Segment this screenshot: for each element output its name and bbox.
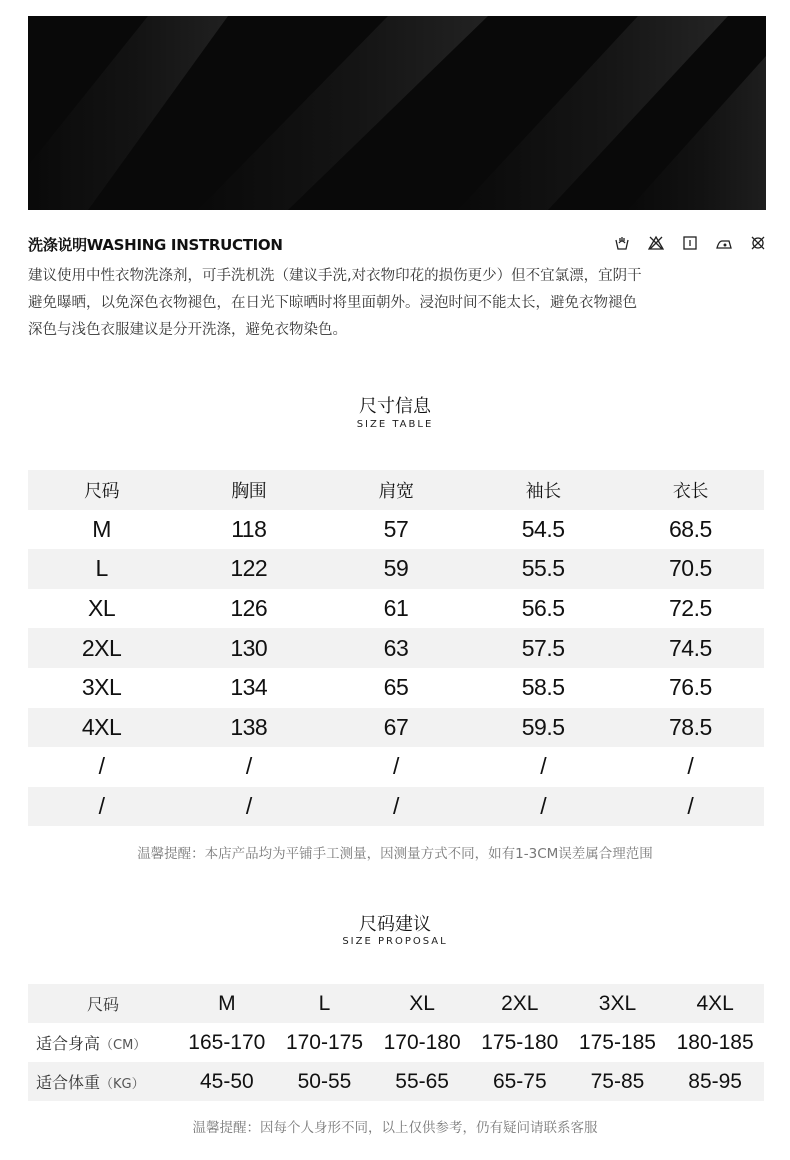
header-cell: 衣长: [617, 470, 764, 510]
table-cell: /: [540, 753, 547, 780]
size-cell: M: [178, 984, 276, 1023]
proposal-note: 温馨提醒：因每个人身形不同，以上仅供参考，仍有疑问请联系客服: [192, 1120, 598, 1136]
table-cell: 118: [231, 515, 267, 542]
table-cell: /: [470, 787, 617, 827]
height-cell: 175-180: [481, 1030, 559, 1054]
size-cell: XL: [373, 984, 471, 1023]
table-cell: 3XL: [81, 674, 122, 701]
size-label-cell: 尺码: [28, 984, 178, 1023]
height-unit: （CM）: [100, 1038, 147, 1053]
height-cell: 170-175: [285, 1030, 364, 1054]
table-cell: 74.5: [617, 628, 764, 668]
table-header-row: [28, 470, 764, 510]
washing-line: 避免曝晒，以免深色衣物褪色，在日光下晾晒时将里面朝外。浸泡时间不能太长，避免衣物褪色: [28, 295, 637, 311]
measurement-note: 温馨提醒：本店产品均为平铺手工测量，因测量方式不同，如有1-3CM误差属合理范围: [137, 846, 653, 862]
table-cell: 72.5: [668, 595, 712, 622]
weight-unit: （KG）: [100, 1077, 145, 1092]
washing-title: 洗涤说明WASHING INSTRUCTION: [28, 236, 283, 254]
washing-text: [28, 263, 768, 344]
table-cell: M: [92, 515, 111, 542]
size-table: [28, 470, 764, 826]
table-cell: L: [28, 549, 175, 589]
table-cell: /: [98, 753, 105, 780]
size-proposal-title: 尺码建议: [359, 914, 431, 935]
table-cell: /: [28, 787, 175, 827]
table-cell: 68.5: [668, 515, 712, 542]
table-row: [28, 549, 764, 589]
table-cell: 126: [230, 595, 268, 622]
table-row: [28, 589, 764, 629]
table-cell: /: [175, 787, 322, 827]
table-cell: 57.5: [470, 628, 617, 668]
table-cell: 54.5: [521, 515, 565, 542]
washing-header: [28, 234, 766, 254]
proposal-header-row: [28, 984, 764, 1023]
table-cell: 59.5: [470, 708, 617, 748]
table-cell: /: [245, 753, 252, 780]
hand-wash-icon: [614, 235, 630, 251]
weight-cell: 50-55: [276, 1062, 374, 1101]
table-cell: 70.5: [617, 549, 764, 589]
weight-cell: 65-75: [471, 1062, 569, 1101]
weight-label-cell: [28, 1062, 178, 1101]
header-cell: 胸围: [175, 470, 322, 510]
washing-line: 建议使用中性衣物洗涤剂，可手洗机洗（建议手洗,对衣物印花的损伤更少）但不宜氯漂，宜阴干: [28, 268, 642, 284]
table-cell: 55.5: [470, 549, 617, 589]
table-cell: 134: [230, 674, 268, 701]
table-row: [28, 708, 764, 748]
table-cell: 78.5: [617, 708, 764, 748]
washing-line: 深色与浅色衣服建议是分开洗涤，避免衣物染色。: [28, 322, 347, 338]
table-cell: 130: [175, 628, 322, 668]
height-label: 适合身高: [36, 1034, 101, 1053]
no-bleach-icon: [648, 235, 664, 251]
table-cell: 65: [383, 674, 409, 701]
table-cell: 138: [175, 708, 322, 748]
height-row: [28, 1023, 764, 1062]
weight-row: [28, 1062, 764, 1101]
header-cell: 袖长: [470, 470, 617, 510]
table-row: [28, 668, 764, 708]
table-cell: 4XL: [28, 708, 175, 748]
header-cell: 尺码: [28, 470, 175, 510]
size-cell: 4XL: [666, 984, 764, 1023]
table-row: [28, 628, 764, 668]
size-cell: 3XL: [569, 984, 667, 1023]
header-cell: 肩宽: [322, 470, 469, 510]
fabric-photo: [28, 16, 766, 210]
size-table-subtitle: SIZE TABLE: [356, 419, 434, 430]
height-cell: 175-185: [578, 1030, 656, 1054]
height-cell: 180-185: [676, 1030, 754, 1054]
table-cell: 122: [175, 549, 322, 589]
height-label-cell: [28, 1023, 178, 1062]
tumble-dry-icon: [682, 235, 698, 251]
table-cell: 67: [322, 708, 469, 748]
table-cell: 57: [383, 515, 409, 542]
weight-label: 适合体重: [36, 1073, 101, 1092]
table-cell: /: [322, 787, 469, 827]
size-cell: 2XL: [471, 984, 569, 1023]
size-proposal-table: [28, 984, 764, 1101]
no-dry-clean-icon: [750, 235, 766, 251]
weight-cell: 75-85: [569, 1062, 667, 1101]
table-cell: 2XL: [28, 628, 175, 668]
table-cell: 76.5: [668, 674, 712, 701]
weight-cell: 45-50: [178, 1062, 276, 1101]
table-cell: 59: [322, 549, 469, 589]
table-cell: /: [393, 753, 399, 780]
height-cell: 165-170: [188, 1030, 266, 1054]
table-cell: 58.5: [521, 674, 565, 701]
height-cell: 170-180: [383, 1030, 461, 1054]
table-cell: 61: [383, 595, 409, 622]
table-row: [28, 510, 764, 550]
table-row: [28, 787, 764, 827]
size-cell: L: [276, 984, 374, 1023]
size-table-title: 尺寸信息: [359, 396, 431, 417]
table-cell: 56.5: [521, 595, 565, 622]
weight-cell: 85-95: [666, 1062, 764, 1101]
size-proposal-subtitle: SIZE PROPOSAL: [342, 936, 448, 947]
table-cell: XL: [88, 595, 116, 622]
table-cell: 63: [322, 628, 469, 668]
care-icons: [614, 235, 766, 251]
iron-low-icon: [716, 235, 732, 251]
table-row: [28, 747, 764, 787]
table-cell: /: [617, 787, 764, 827]
table-cell: /: [687, 753, 694, 780]
weight-cell: 55-65: [373, 1062, 471, 1101]
